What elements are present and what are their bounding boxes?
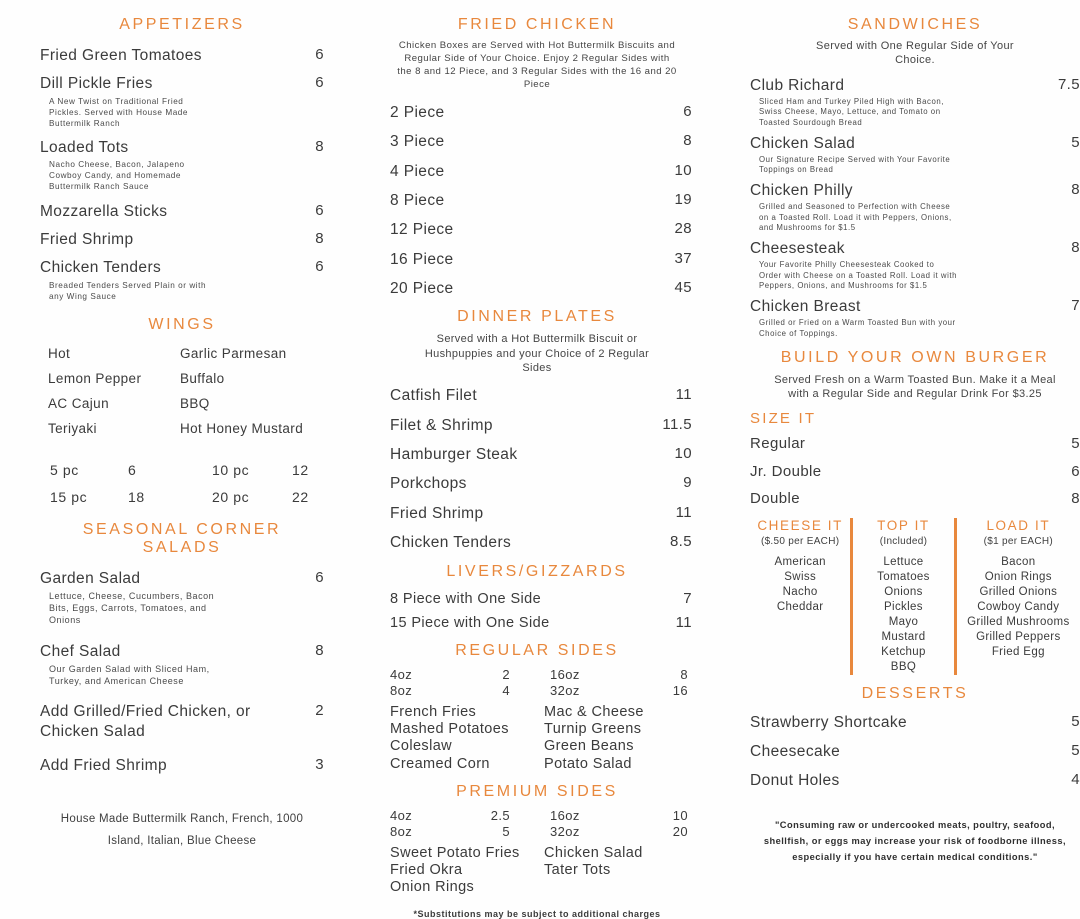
salads-section [40,521,324,853]
item-name: Chicken Tenders [390,534,512,552]
option-item: Fried Egg [991,645,1045,658]
item-name: Strawberry Shortcake [750,713,908,731]
item-price: 8 [683,132,692,150]
item-price: 7 [1071,296,1080,314]
option-item: American [774,556,826,569]
item-price: 6 [315,74,324,92]
item-name: Fried Shrimp [40,230,134,248]
size-price: 16 [672,683,688,699]
option-item: Ketchup [881,645,926,658]
item-name: Chicken Breast [750,297,861,315]
menu-item-row [750,771,1080,790]
load-it-list [961,555,1076,660]
wings-size: 15 pc [50,488,88,505]
item-price: 6 [315,201,324,219]
size-label: 8oz [390,683,413,699]
size-price: 8 [680,666,688,682]
menu-item-row [750,181,1080,200]
menu-item-row [40,569,324,588]
top-it-column [853,518,953,675]
wings-title: WINGS [148,315,216,333]
item-name: 8 Piece with One Side [390,590,542,607]
menu-item-row [390,132,692,151]
menu-item-row [750,713,1080,732]
desserts-list [750,713,1080,791]
left-column [40,16,324,919]
item-name: Add Grilled/Fried Chicken, or Chicken Salad [40,703,251,740]
item-description: Your Favorite Philly Cheesesteak Cooked to Order with Cheese on a Toasted Roll. Load it with Peppers, Onions, and Mushrooms for $1.5 [759,260,957,291]
premium-sides-sizes [376,808,698,841]
fried-chicken-section [376,16,698,298]
item-price: 8 [315,641,324,659]
top-it-title: TOP IT [877,518,930,534]
item-name: 3 Piece [390,133,445,151]
menu-item [40,138,324,193]
option-item: Bacon [1001,556,1036,569]
item-name: Fried Green Tomatoes [40,47,202,64]
cheese-it-subtitle: ($.50 per EACH) [760,536,840,548]
sizes-large [550,808,688,841]
menu-item [40,202,324,221]
side-name: Turnip Greens [544,721,642,738]
wings-price: 18 [128,488,145,505]
side-name: Tater Tots [544,862,611,879]
menu-item-row [390,614,692,632]
fried-chicken-title: FRIED CHICKEN [457,16,617,33]
item-price: 5 [1071,133,1080,151]
size-line [390,667,510,683]
fried-chicken-intro: Chicken Boxes are Served with Hot Buttermilk Biscuits and Regular Side of Your Choice. Enjoy 2 Regular Sides with the 8 and 12 Piece, and 3 Regular Sides with the 16 and 20 Piece [397,40,677,90]
item-name: Club Richard [750,76,845,94]
menu-item-row [390,590,692,608]
regular-sides-title: REGULAR SIDES [455,641,619,659]
item-name: Jr. Double [750,462,822,480]
salads-list [40,569,324,776]
menu-item [40,642,324,688]
right-column [750,16,1080,919]
wings-pricing [40,462,324,505]
item-name: Cheesecake [750,742,841,760]
item-name: Loaded Tots [40,138,129,156]
wings-size: 20 pc [212,488,250,505]
wings-flavor-column-1 [48,346,180,446]
sizes-small [390,667,510,700]
option-item: Grilled Onions [979,585,1058,598]
wing-flavor: Hot Honey Mustard [180,420,304,436]
item-name: Chicken Tenders [40,259,162,277]
item-description: Sliced Ham and Turkey Piled High with Bacon, Swiss Cheese, Mayo, Lettuce, and Tomato on Toasted Sourdough Bread [759,96,944,127]
option-item: Swiss [784,570,817,583]
size-label: 4oz [390,666,413,682]
size-label: 8oz [390,823,413,839]
menu-item-row [40,202,324,221]
item-name: 2 Piece [390,103,445,121]
size-line [550,667,688,683]
option-item: Cowboy Candy [977,600,1060,613]
load-it-column [957,518,1080,675]
item-name: Fried Shrimp [390,504,484,522]
desserts-section [750,685,1080,791]
item-name: 12 Piece [390,221,454,239]
menu-item-row [40,46,324,65]
size-line [550,824,688,840]
burger-options [750,518,1080,675]
sides-list-left [390,845,544,896]
item-description: Grilled and Seasoned to Perfection with Cheese on a Toasted Roll. Load it with Peppers, Onions, and Mushrooms for $1.5 [759,202,952,233]
item-name: Regular [750,434,806,452]
wing-flavor: Buffalo [180,370,225,386]
menu-item-row [40,230,324,249]
size-label: 4oz [390,807,413,823]
menu-item [750,134,1080,176]
side-name: Green Beans [544,738,634,755]
premium-sides-title: PREMIUM SIDES [456,782,618,800]
wing-flavor: Teriyaki [48,420,97,436]
option-item: Grilled Mushrooms [967,615,1070,628]
item-price: 6 [1071,462,1080,480]
menu-item-row [40,258,324,277]
item-name: 4 Piece [390,162,445,180]
dinner-plates-title: DINNER PLATES [457,308,617,326]
wings-price: 22 [292,488,309,505]
burger-intro: Served Fresh on a Warm Toasted Bun. Make it a Meal with a Regular Side and Regular Drink For $3.25 [774,374,1056,401]
sizes-large [550,667,688,700]
menu-item-row [750,134,1080,153]
item-price: 8 [1071,180,1080,198]
item-name: 15 Piece with One Side [390,614,550,631]
load-it-title: LOAD IT [986,518,1051,534]
item-price: 11.5 [662,415,692,433]
regular-sides-lists [376,704,698,772]
menu-item [40,756,324,775]
side-name: Creamed Corn [390,755,490,772]
item-price: 10 [674,161,692,179]
top-it-subtitle: (Included) [879,536,928,548]
livers-gizzards-section [376,563,698,632]
load-it-subtitle: ($1 per EACH) [983,536,1054,548]
side-name: Mashed Potatoes [390,721,509,738]
option-item: Nacho [782,585,818,598]
wing-flavor: AC Cajun [48,395,109,411]
dressings-note: House Made Buttermilk Ranch, French, 1000 Island, Italian, Blue Cheese [60,813,304,848]
item-price: 5 [1071,741,1080,759]
side-name: Fried Okra [390,862,463,879]
sizes-small [390,808,510,841]
appetizers-section [40,16,324,302]
menu-item-row [390,504,692,523]
cheese-it-list [754,555,846,615]
item-name: Chicken Philly [750,181,853,199]
menu-item-row [40,642,324,661]
size-line [550,808,688,824]
menu-item [750,76,1080,129]
item-name: Catfish Filet [390,387,478,405]
item-price: 7 [683,589,692,607]
option-item: Onion Rings [984,570,1052,583]
size-line [390,824,510,840]
substitutions-note: *Substitutions may be subject to additional charges [413,908,661,919]
menu-item-row [40,756,324,775]
size-label: 16oz [550,666,580,682]
item-price: 19 [674,190,692,208]
wing-flavor: Hot [48,345,71,361]
size-it-title: SIZE IT [750,409,817,427]
wings-price: 12 [292,461,309,478]
item-description: Nacho Cheese, Bacon, Jalapeno Cowboy Candy, and Homemade Buttermilk Ranch Sauce [49,160,185,192]
option-item: BBQ [890,660,917,673]
menu-item-row [750,239,1080,258]
item-name: 16 Piece [390,250,454,268]
item-name: Cheesesteak [750,239,845,257]
wings-price: 6 [128,461,137,478]
menu-item-row [390,416,692,435]
menu-item [750,297,1080,339]
side-name: Mac & Cheese [544,704,644,721]
item-price: 9 [683,474,692,492]
size-price: 2 [502,666,510,682]
menu-item-row [750,490,1080,509]
menu-item-row [390,103,692,122]
item-price: 11 [675,386,692,404]
item-description: Our Signature Recipe Served with Your Favorite Toppings on Bread [759,154,951,175]
menu-item-row [390,533,692,552]
menu-item-row [390,162,692,181]
dinner-plates-intro: Served with a Hot Buttermilk Biscuit or Hushpuppies and your Choice of 2 Regular Sides [424,333,650,374]
sandwiches-title: SANDWICHES [847,16,983,33]
side-name: French Fries [390,704,477,721]
item-price: 6 [315,46,324,63]
item-name: Dill Pickle Fries [40,75,153,93]
side-name: Sweet Potato Fries [390,845,520,862]
option-item: Mayo [888,615,919,628]
size-line [550,683,688,699]
item-price: 2 [315,702,324,720]
sandwiches-intro: Served with One Regular Side of Your Choice. [816,40,1014,67]
menu-item-row [750,742,1080,761]
sides-list-left [390,704,544,772]
side-name: Onion Rings [390,879,475,896]
item-price: 8 [1071,490,1080,508]
item-price: 3 [315,755,324,773]
option-item: Pickles [884,600,923,613]
burger-title: BUILD YOUR OWN BURGER [780,349,1050,367]
size-it-list [750,435,1080,509]
cheese-it-column [750,518,850,675]
item-price: 10 [674,445,692,463]
item-name: Add Fried Shrimp [40,756,168,774]
wings-price-row [50,489,324,505]
menu-item-row [390,250,692,269]
item-price: 37 [674,249,692,267]
item-price: 6 [683,102,692,120]
option-item: Cheddar [776,600,824,613]
livers-gizzards-list [376,590,698,632]
option-item: Mustard [881,630,926,643]
size-price: 20 [672,823,688,839]
wings-price-row [50,462,324,478]
menu-item [750,181,1080,234]
menu-item-row [390,474,692,493]
fried-chicken-list [376,103,698,299]
sandwiches-section [750,16,1080,339]
item-name: Hamburger Steak [390,446,518,464]
size-line [390,808,510,824]
item-price: 8 [1071,238,1080,256]
item-name: 8 Piece [390,191,445,209]
option-item: Onions [884,585,923,598]
cheese-it-title: CHEESE IT [757,518,843,534]
wings-section [40,316,324,505]
item-name: Mozzarella Sticks [40,202,168,220]
health-disclaimer: "Consuming raw or undercooked meats, poultry, seafood, shellfish, or eggs may increase your risk of foodborne illness, especially if you have certain medical conditions." [763,819,1067,863]
menu-item-row [750,435,1080,454]
sides-list-right [544,845,698,896]
wings-flavor-column-2 [180,346,303,446]
item-name: 20 Piece [390,280,454,297]
menu-item [750,239,1080,292]
option-item: Lettuce [883,556,924,569]
side-name: Chicken Salad [544,845,643,862]
wings-size: 10 pc [212,461,250,478]
dinner-plates-section [376,308,698,552]
wing-flavor: BBQ [180,395,210,411]
item-price: 4 [1071,771,1080,789]
size-price: 5 [502,823,510,839]
option-item: Tomatoes [877,570,930,583]
dinner-plates-list [376,386,698,552]
side-name: Potato Salad [544,755,632,772]
item-price: 5 [1071,434,1080,452]
menu-item-row [750,76,1080,95]
menu-item [40,702,324,741]
item-name: Filet & Shrimp [390,416,493,434]
item-description: Our Garden Salad with Sliced Ham, Turkey, and American Cheese [49,663,210,687]
menu-item-row [390,386,692,405]
item-price: 11 [675,613,692,631]
wing-flavor: Lemon Pepper [48,370,142,386]
item-price: 6 [315,568,324,586]
option-item: Grilled Peppers [976,630,1061,643]
livers-gizzards-title: LIVERS/GIZZARDS [446,562,628,580]
regular-sides-section [376,642,698,773]
size-line [390,683,510,699]
menu-item-row [750,463,1080,482]
size-label: 32oz [550,823,580,839]
menu-item [40,74,324,129]
menu-item [40,258,324,302]
wing-flavor: Garlic Parmesan [180,345,287,361]
size-price: 2.5 [490,807,510,823]
menu-item-row [390,220,692,239]
wings-flavors [40,346,324,446]
item-name: Chef Salad [40,642,121,660]
middle-column [376,16,698,919]
menu-item-row [40,138,324,157]
salads-title: SEASONAL CORNER SALADS [82,520,282,556]
menu-item-row [750,297,1080,316]
item-name: Porkchops [390,475,467,493]
burger-section [750,349,1080,674]
item-price: 8 [315,137,324,155]
sandwiches-list [750,76,1080,340]
item-name: Donut Holes [750,772,840,790]
premium-sides-lists [376,845,698,896]
sides-list-right [544,704,698,772]
size-label: 16oz [550,807,580,823]
item-description: Grilled or Fried on a Warm Toasted Bun with your Choice of Toppings. [759,318,956,338]
menu-item-row [390,191,692,210]
item-price: 45 [674,279,692,296]
item-name: Chicken Salad [750,134,856,152]
item-description: Lettuce, Cheese, Cucumbers, Bacon Bits, Eggs, Carrots, Tomatoes, and Onions [49,591,215,626]
appetizers-title: APPETIZERS [119,16,245,33]
side-name: Coleslaw [390,738,453,755]
wings-size: 5 pc [50,461,79,478]
item-description: Breaded Tenders Served Plain or with any Wing Sauce [49,280,207,301]
menu-item-row [40,702,324,741]
premium-sides-section [376,783,698,897]
item-name: Garden Salad [40,569,141,587]
item-description: A New Twist on Traditional Fried Pickles. Served with House Made Buttermilk Ranch [49,96,189,128]
item-price: 28 [674,220,692,238]
menu-item [40,569,324,627]
item-price: 7.5 [1057,75,1080,93]
menu-item-row [40,74,324,93]
item-price: 5 [1071,712,1080,730]
item-price: 8.5 [669,533,692,551]
item-price: 6 [315,258,324,276]
appetizers-list [40,46,324,302]
regular-sides-sizes [376,667,698,700]
desserts-title: DESSERTS [861,684,969,702]
top-it-list [857,555,949,675]
size-price: 4 [502,683,510,699]
menu-item-row [390,445,692,464]
size-label: 32oz [550,683,580,699]
item-price: 11 [675,503,692,521]
item-price: 8 [315,229,324,247]
menu-item [40,46,324,65]
menu-item-row [390,279,692,298]
menu-item [40,230,324,249]
size-price: 10 [672,807,688,823]
item-name: Double [750,490,800,508]
